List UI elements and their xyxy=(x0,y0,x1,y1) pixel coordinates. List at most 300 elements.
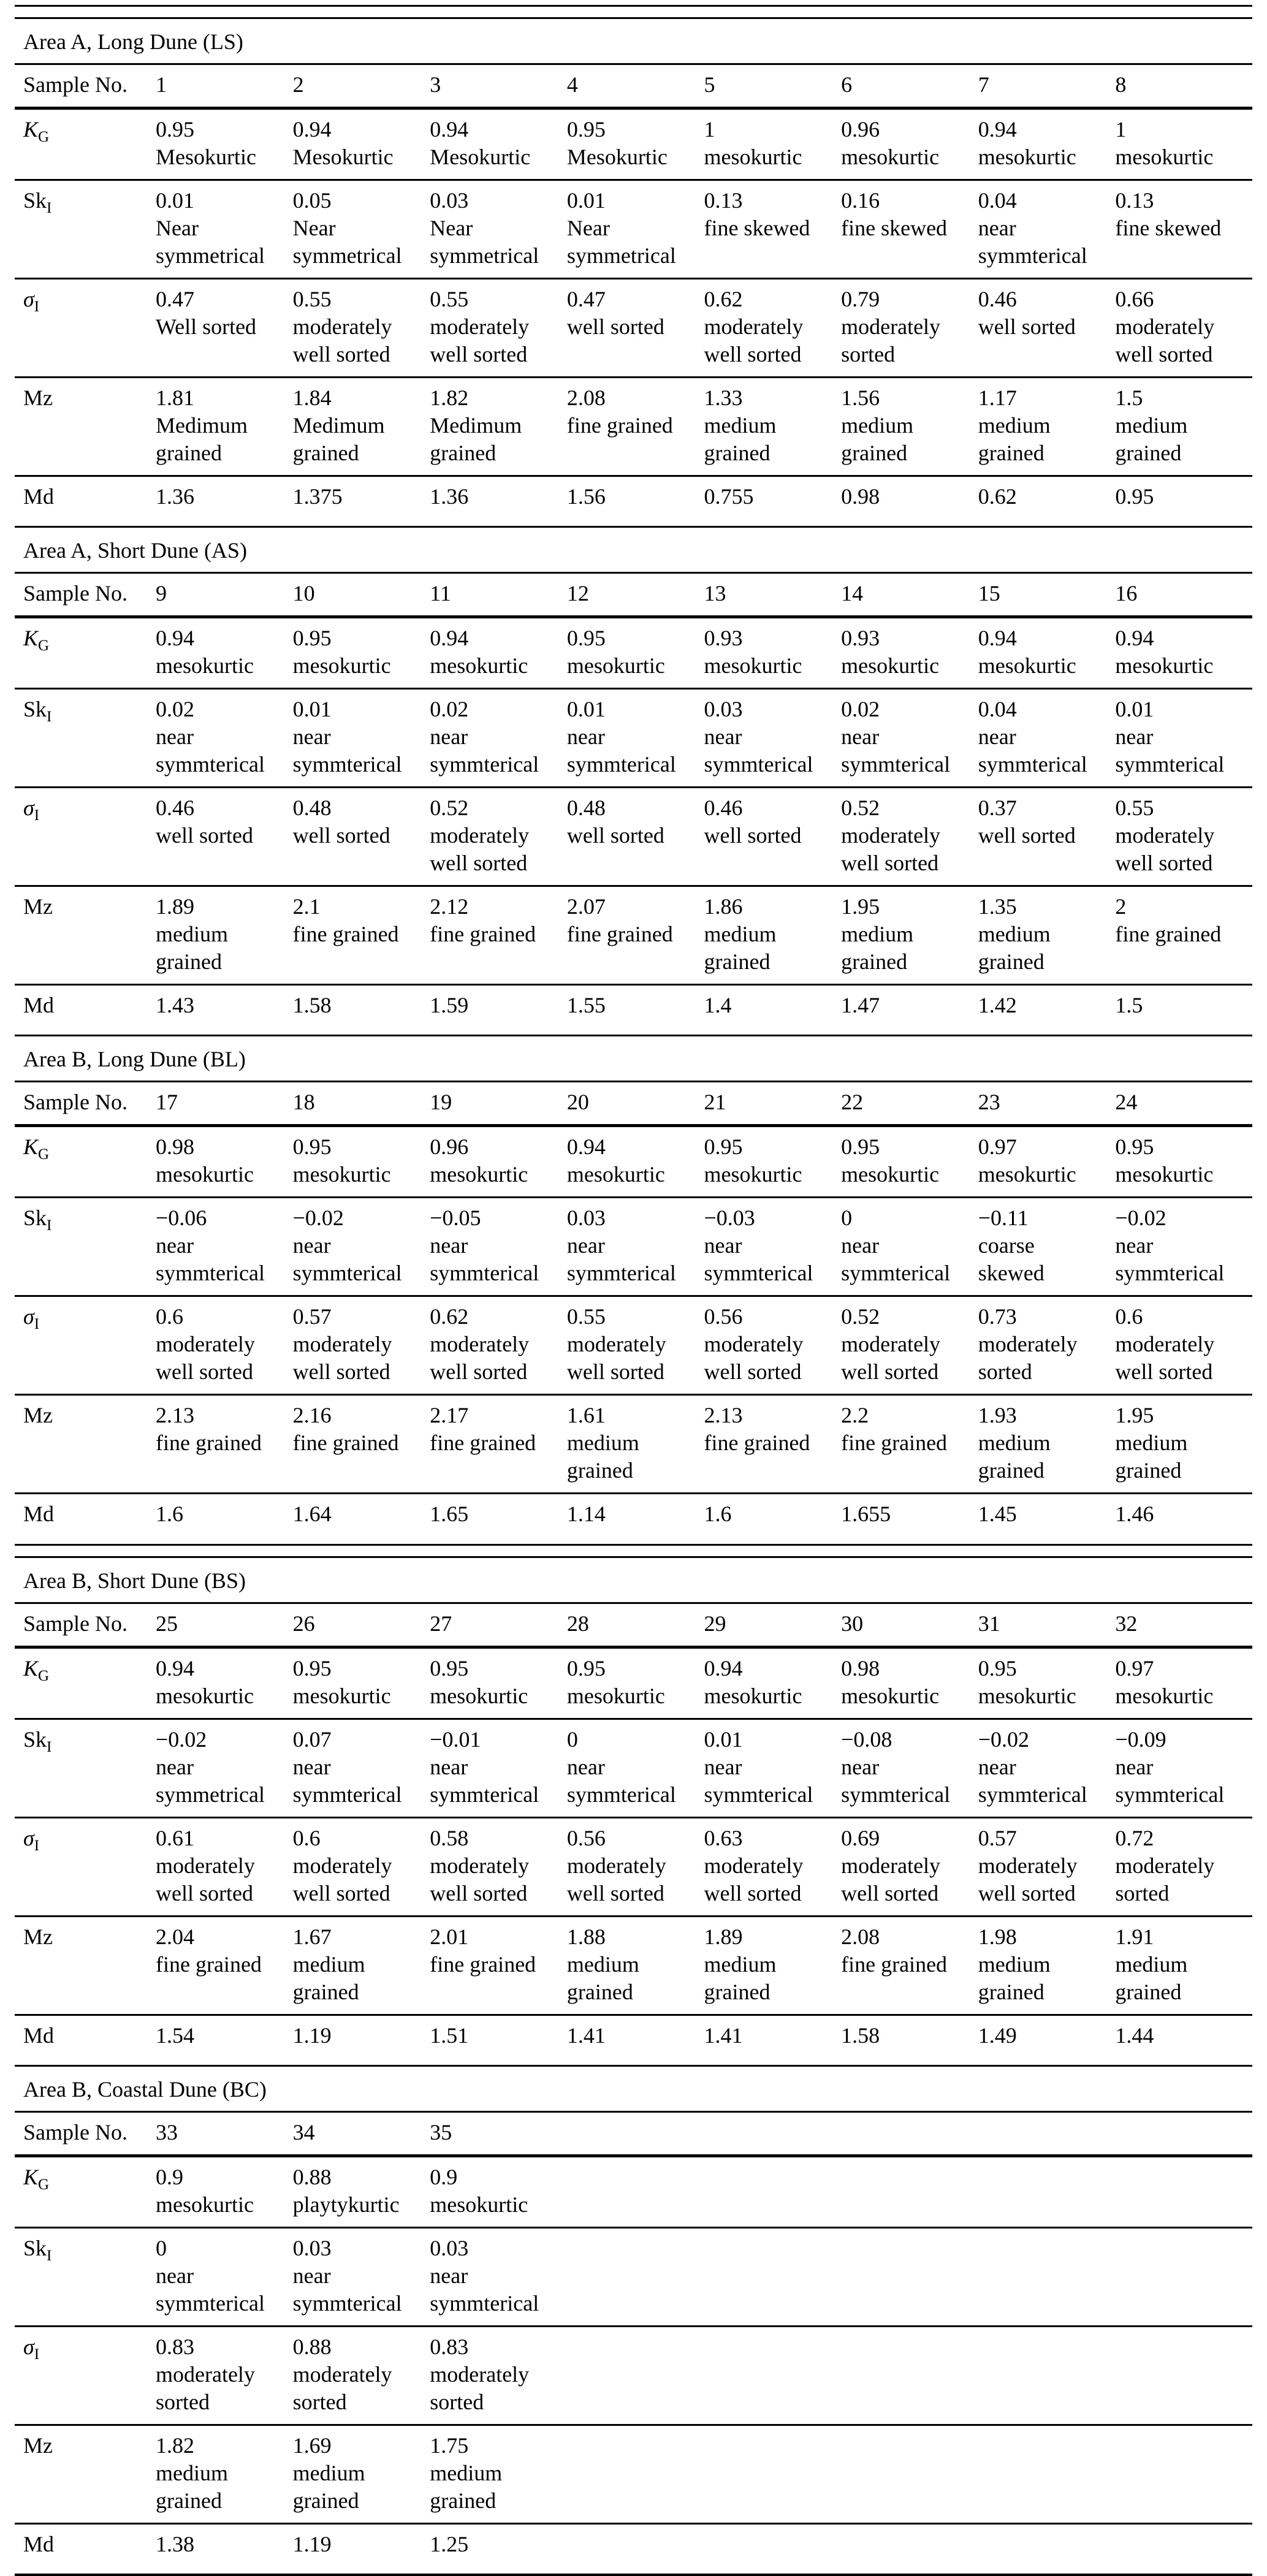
empty-cell xyxy=(567,2432,704,2515)
row-label-text: K xyxy=(23,117,39,142)
stat-value: 1.84 xyxy=(292,386,332,410)
stat-cell xyxy=(841,187,978,270)
stat-value: 1.56 xyxy=(566,484,606,509)
stat-cell xyxy=(156,2432,293,2515)
stat-cell xyxy=(841,696,978,778)
stat-cell xyxy=(156,1923,293,2006)
stat-description: mesokurtic xyxy=(292,653,391,678)
stat-description: near symmterical xyxy=(430,2263,539,2316)
md-row xyxy=(15,2525,1252,2574)
row-label-md xyxy=(15,2531,156,2566)
stat-cell xyxy=(567,794,704,877)
stat-cell xyxy=(156,2333,293,2416)
sample-row xyxy=(15,574,1252,615)
stat-description: medium grained xyxy=(292,2460,365,2513)
stat-cell xyxy=(156,1133,293,1188)
row-label-text: Sk xyxy=(23,1206,47,1231)
stat-cell xyxy=(156,1726,293,1809)
stat-description: mesokurtic xyxy=(978,653,1076,678)
stat-cell xyxy=(293,1825,430,1907)
stat-value: 0.55 xyxy=(1115,796,1154,821)
stat-value: 1.44 xyxy=(1115,2023,1154,2048)
stat-description: medium grained xyxy=(1115,1951,1188,2004)
stat-value: 0.79 xyxy=(841,287,880,311)
empty-cell xyxy=(978,2164,1116,2219)
row-label-sk xyxy=(15,2235,156,2317)
sk-row xyxy=(15,1720,1252,1817)
sample-number: 10 xyxy=(292,581,315,606)
stat-description: moderately sorted xyxy=(1115,1853,1215,1905)
stat-cell xyxy=(293,1500,430,1535)
empty-cell xyxy=(841,2235,978,2317)
stat-cell xyxy=(978,893,1116,976)
stat-value: 1.54 xyxy=(156,2023,194,2048)
stat-cell xyxy=(293,384,430,467)
stat-value: 1.35 xyxy=(978,894,1017,919)
stat-description: mesokurtic xyxy=(978,1162,1076,1187)
stat-description: moderately well sorted xyxy=(430,314,530,367)
section-title: Area B, Long Dune (BL) xyxy=(23,1047,246,1072)
stat-cell xyxy=(567,1303,704,1386)
stat-value: 0.48 xyxy=(566,796,606,821)
stat-value: −0.02 xyxy=(1115,1206,1166,1231)
stat-cell xyxy=(567,893,704,976)
stat-value: 0.46 xyxy=(704,796,743,821)
stat-value: 0.02 xyxy=(430,697,469,722)
stat-cell xyxy=(293,2164,430,2219)
stat-description: well sorted xyxy=(292,823,390,848)
empty-cell xyxy=(978,2235,1116,2317)
stat-cell xyxy=(978,696,1116,778)
stat-cell xyxy=(978,1655,1116,1710)
stat-cell xyxy=(293,1133,430,1188)
stat-cell xyxy=(293,2022,430,2057)
stat-cell xyxy=(841,1303,978,1386)
stat-description: medium grained xyxy=(841,922,914,975)
stat-value: 0 xyxy=(566,1727,578,1752)
stat-description: near symmterical xyxy=(292,1754,402,1807)
stat-value: 1.59 xyxy=(430,993,469,1018)
md-row xyxy=(15,477,1252,526)
sample-number: 30 xyxy=(841,1611,864,1636)
stat-cell xyxy=(567,1402,704,1484)
stat-cell xyxy=(841,384,978,467)
stat-cell xyxy=(430,1923,567,2006)
empty-cell xyxy=(567,2119,704,2146)
stat-cell xyxy=(293,625,430,680)
stat-cell xyxy=(156,696,293,778)
stat-cell xyxy=(293,696,430,778)
row-label-subscript: I xyxy=(47,1738,52,1755)
stat-cell xyxy=(704,384,842,467)
stat-cell xyxy=(156,2164,293,2219)
row-label-sk xyxy=(15,1204,156,1287)
stat-cell xyxy=(430,2235,567,2317)
stat-value: 1.38 xyxy=(156,2531,194,2556)
stat-description: mesokurtic xyxy=(841,145,940,169)
stat-value: 0.95 xyxy=(156,117,194,142)
stat-cell xyxy=(293,2333,430,2416)
row-label-sample: Sample No. xyxy=(23,1090,127,1115)
stat-value: 0.72 xyxy=(1115,1825,1154,1850)
stat-value: 0.94 xyxy=(566,1134,606,1160)
stat-value: 2.16 xyxy=(292,1403,332,1428)
stat-description: fine grained xyxy=(292,922,399,947)
row-label-subscript: I xyxy=(34,298,40,316)
stat-cell xyxy=(156,187,293,270)
stat-description: fine grained xyxy=(430,1951,536,1977)
stat-cell xyxy=(704,625,842,680)
stat-value: 0.61 xyxy=(156,1825,194,1850)
sample-number: 33 xyxy=(156,2119,178,2145)
row-label-md xyxy=(15,2022,156,2057)
stat-description: near symmterical xyxy=(430,724,539,777)
row-label-text: Mz xyxy=(23,2433,53,2458)
stat-cell xyxy=(1115,187,1252,270)
stat-cell xyxy=(978,1726,1116,1809)
stat-cell xyxy=(293,1726,430,1809)
stat-description: fine skewed xyxy=(1115,216,1222,240)
stat-value: 2.13 xyxy=(156,1403,194,1428)
section-title: Area A, Long Dune (LS) xyxy=(23,29,243,54)
sample-number: 27 xyxy=(430,1611,452,1636)
stat-cell xyxy=(841,1500,978,1535)
row-label-sample: Sample No. xyxy=(23,1611,127,1636)
row-label-subscript: I xyxy=(47,200,52,217)
sigma-row xyxy=(15,2327,1252,2424)
stat-cell xyxy=(704,1204,842,1287)
kg-row xyxy=(15,1127,1252,1196)
stat-cell xyxy=(293,286,430,368)
row-label-mz xyxy=(15,1402,156,1484)
stat-cell xyxy=(430,384,567,467)
stat-value: 0.03 xyxy=(430,188,469,213)
stat-value: 1.81 xyxy=(156,386,194,410)
stat-value: 0.94 xyxy=(156,626,194,651)
stat-value: 0.6 xyxy=(1115,1304,1143,1329)
stat-cell xyxy=(1115,1402,1252,1484)
stat-description: near symmetrical xyxy=(156,1754,265,1807)
stat-value: 1.69 xyxy=(292,2433,332,2458)
stat-value: 1.42 xyxy=(978,993,1017,1018)
stat-value: 2.08 xyxy=(841,1924,880,1949)
stat-cell xyxy=(430,1726,567,1809)
row-label-text: σ xyxy=(23,1304,34,1329)
stat-description: moderately well sorted xyxy=(841,1332,941,1385)
stat-value: 0.01 xyxy=(1115,697,1154,722)
empty-cell xyxy=(841,2119,978,2146)
stat-description: near symmterical xyxy=(430,1233,539,1286)
stat-cell xyxy=(567,483,704,518)
stat-description: moderately sorted xyxy=(430,2361,530,2414)
stat-value: 0.07 xyxy=(292,1727,332,1752)
row-label-subscript: G xyxy=(38,1146,50,1163)
stat-value: 0.63 xyxy=(704,1825,743,1850)
stat-description: near symmterical xyxy=(156,1233,265,1286)
stat-cell xyxy=(1115,1303,1252,1386)
stat-cell xyxy=(704,483,842,518)
stat-cell xyxy=(156,2531,293,2566)
stat-value: 1.17 xyxy=(978,386,1017,410)
stat-value: 0.95 xyxy=(566,1655,606,1681)
section-title: Area A, Short Dune (AS) xyxy=(23,538,247,563)
sample-number: 12 xyxy=(566,581,589,606)
row-label-subscript: G xyxy=(38,637,50,655)
stat-value: 0.56 xyxy=(566,1825,606,1850)
stat-value: 0.94 xyxy=(704,1655,743,1681)
stat-cell xyxy=(156,1204,293,1287)
stat-value: 0.04 xyxy=(978,697,1017,722)
stat-description: mesokurtic xyxy=(156,653,254,678)
table-bottom-rule xyxy=(15,2574,1252,2576)
stat-description: near symmterical xyxy=(292,724,402,777)
stat-value: 1 xyxy=(704,117,715,142)
row-label-text: σ xyxy=(23,2334,34,2359)
mz-row xyxy=(15,378,1252,475)
sample-number: 16 xyxy=(1115,581,1138,606)
stat-cell xyxy=(156,2022,293,2057)
sk-row xyxy=(15,690,1252,786)
stat-description: mesokurtic xyxy=(430,2192,528,2217)
stat-value: 1.51 xyxy=(430,2023,469,2048)
stat-value: 0.01 xyxy=(566,697,606,722)
row-label-text: Sk xyxy=(23,188,47,213)
empty-cell xyxy=(841,2333,978,2416)
empty-cell xyxy=(704,2531,842,2566)
stat-cell xyxy=(1115,1825,1252,1907)
sample-number: 5 xyxy=(704,72,715,97)
row-label-text: Sk xyxy=(23,1727,47,1752)
stat-cell xyxy=(978,992,1116,1027)
stat-value: 0.52 xyxy=(841,1304,880,1329)
stat-description: fine grained xyxy=(430,1430,536,1456)
stat-description: fine grained xyxy=(841,1430,948,1456)
stat-value: 1.14 xyxy=(566,1502,606,1527)
stat-value: 1.47 xyxy=(841,993,880,1018)
empty-cell xyxy=(567,2333,704,2416)
row-label-sk xyxy=(15,187,156,270)
stat-cell xyxy=(841,116,978,171)
stat-cell xyxy=(1115,625,1252,680)
stat-cell xyxy=(430,1303,567,1386)
row-label-text: K xyxy=(23,1655,39,1681)
stat-value: 1.41 xyxy=(704,2023,743,2048)
stat-value: 2.01 xyxy=(430,1924,469,1949)
stat-cell xyxy=(704,696,842,778)
stat-value: 2.07 xyxy=(566,894,606,919)
stat-value: −0.01 xyxy=(430,1727,481,1752)
sk-row xyxy=(15,2228,1252,2325)
sample-number: 6 xyxy=(841,72,853,97)
empty-cell xyxy=(978,2333,1116,2416)
stat-description: fine grained xyxy=(156,1951,262,1977)
section-title: Area B, Short Dune (BS) xyxy=(23,1568,246,1593)
stat-value: 1.4 xyxy=(704,993,732,1018)
stat-value: 0.95 xyxy=(978,1655,1017,1681)
stat-cell xyxy=(293,2235,430,2317)
row-label-kg xyxy=(15,1655,156,1710)
empty-cell xyxy=(704,2432,842,2515)
stat-description: medium grained xyxy=(978,1430,1051,1483)
stat-cell xyxy=(430,992,567,1027)
stat-value: 1.91 xyxy=(1115,1924,1154,1949)
stat-value: 0 xyxy=(156,2235,167,2260)
stat-description: mesokurtic xyxy=(1115,1683,1214,1708)
stat-value: 2 xyxy=(1115,894,1127,919)
stat-description: Medimum grained xyxy=(430,413,522,465)
empty-cell xyxy=(841,2164,978,2219)
stat-description: near symmterical xyxy=(156,2263,265,2316)
sample-number: 9 xyxy=(156,581,167,606)
stat-cell xyxy=(156,116,293,171)
stat-description: fine skewed xyxy=(841,216,948,240)
section-divider xyxy=(15,1544,1252,1558)
stat-cell xyxy=(1115,1500,1252,1535)
sample-number: 22 xyxy=(841,1090,864,1115)
stat-value: 0.16 xyxy=(841,188,880,213)
stat-cell xyxy=(567,1726,704,1809)
stat-description: mesokurtic xyxy=(841,1683,940,1708)
stat-value: 1.5 xyxy=(1115,993,1143,1018)
stat-description: playtykurtic xyxy=(292,2192,400,2217)
stat-cell xyxy=(841,1204,978,1287)
stat-value: 1 xyxy=(1115,117,1127,142)
stat-value: 0.37 xyxy=(978,796,1017,821)
stat-value: 2.1 xyxy=(292,894,321,919)
stat-value: 0.96 xyxy=(841,117,880,142)
row-label-text: Sk xyxy=(23,697,47,722)
stat-description: moderately well sorted xyxy=(430,1332,530,1385)
stat-value: −0.02 xyxy=(978,1727,1030,1752)
row-label-subscript: I xyxy=(34,1316,40,1333)
stat-value: 0.73 xyxy=(978,1304,1017,1329)
stat-description: moderately well sorted xyxy=(566,1332,666,1385)
row-label-text: K xyxy=(23,2164,39,2189)
stat-cell xyxy=(156,483,293,518)
stat-cell xyxy=(430,1825,567,1907)
row-label-text: Md xyxy=(23,2531,55,2556)
stat-value: 0.93 xyxy=(704,626,743,651)
stat-cell xyxy=(1115,696,1252,778)
stat-value: 1.6 xyxy=(156,1502,183,1527)
stat-value: 0.48 xyxy=(292,796,332,821)
sample-number: 18 xyxy=(292,1090,315,1115)
stat-description: mesokurtic xyxy=(430,1162,528,1187)
stat-cell xyxy=(430,483,567,518)
stat-description: mesokurtic xyxy=(292,1683,391,1708)
empty-cell xyxy=(978,2432,1116,2515)
stat-value: 1.19 xyxy=(292,2023,332,2048)
row-label-sigma xyxy=(15,2333,156,2416)
stat-description: near symmterical xyxy=(704,724,813,777)
stat-cell xyxy=(841,2022,978,2057)
stat-cell xyxy=(156,1655,293,1710)
stat-value: 1.49 xyxy=(978,2023,1017,2048)
sample-number: 28 xyxy=(566,1611,589,1636)
row-label-sample: Sample No. xyxy=(23,581,127,606)
stat-cell xyxy=(704,1726,842,1809)
stat-description: mesokurtic xyxy=(1115,145,1214,169)
stat-cell xyxy=(978,384,1116,467)
stat-value: 0.69 xyxy=(841,1825,880,1850)
stat-cell xyxy=(841,625,978,680)
sample-number: 14 xyxy=(841,581,864,606)
stat-description: fine grained xyxy=(841,1951,948,1977)
stat-cell xyxy=(841,286,978,368)
sample-row xyxy=(15,1082,1252,1124)
stat-description: fine skewed xyxy=(704,216,810,240)
stat-description: moderately well sorted xyxy=(156,1853,255,1905)
stat-value: 1.55 xyxy=(566,993,606,1018)
stat-cell xyxy=(293,187,430,270)
stat-value: 0.58 xyxy=(430,1825,469,1850)
stat-description: well sorted xyxy=(978,823,1076,848)
stat-description: near symmterical xyxy=(292,2263,402,2316)
stat-cell xyxy=(704,1923,842,2006)
stat-value: 0 xyxy=(841,1206,853,1231)
stat-description: medium grained xyxy=(978,922,1051,975)
stat-value: −0.11 xyxy=(978,1206,1029,1231)
stat-value: 1.58 xyxy=(292,993,332,1018)
stat-description: mesokurtic xyxy=(704,145,802,169)
stat-description: near symmterical xyxy=(704,1233,813,1286)
stat-description: well sorted xyxy=(978,314,1076,339)
stat-description: fine grained xyxy=(292,1430,399,1456)
row-label-subscript: I xyxy=(34,2346,40,2363)
stat-value: 2.13 xyxy=(704,1403,743,1428)
stat-value: 0.62 xyxy=(978,484,1017,509)
stat-cell xyxy=(1115,384,1252,467)
stat-description: Near symmetrical xyxy=(292,216,402,268)
stat-value: 1.56 xyxy=(841,386,880,410)
stat-description: mesokurtic xyxy=(978,1683,1076,1708)
row-label-subscript: G xyxy=(38,1667,50,1684)
empty-cell xyxy=(1115,2432,1252,2515)
stat-cell xyxy=(841,483,978,518)
sample-number: 4 xyxy=(566,72,578,97)
stat-value: 0.95 xyxy=(566,626,606,651)
stat-cell xyxy=(430,1500,567,1535)
stat-description: near symmterical xyxy=(1115,1754,1225,1807)
sample-number: 2 xyxy=(292,72,304,97)
stat-cell xyxy=(430,1204,567,1287)
stat-value: 0.97 xyxy=(1115,1655,1154,1681)
stat-description: moderately well sorted xyxy=(566,1853,666,1905)
stat-value: 0.47 xyxy=(566,287,606,311)
stat-cell xyxy=(1115,116,1252,171)
stat-cell xyxy=(567,625,704,680)
stat-cell xyxy=(567,116,704,171)
md-row xyxy=(15,1494,1252,1543)
row-label-kg xyxy=(15,1133,156,1188)
stat-value: 0.56 xyxy=(704,1304,743,1329)
stat-description: near symmterical xyxy=(841,1233,951,1286)
stat-value: 0.55 xyxy=(292,287,332,311)
stat-cell xyxy=(293,2531,430,2566)
stat-value: −0.03 xyxy=(704,1206,755,1231)
stat-description: Mesokurtic xyxy=(156,145,256,169)
stat-description: moderately well sorted xyxy=(292,314,392,367)
empty-cell xyxy=(704,2164,842,2219)
stat-value: −0.06 xyxy=(156,1206,207,1231)
sigma-row xyxy=(15,1297,1252,1394)
stat-cell xyxy=(841,1402,978,1484)
sample-number: 23 xyxy=(978,1090,1000,1115)
stat-description: medium grained xyxy=(704,1951,777,2004)
stat-cell xyxy=(1115,1204,1252,1287)
mz-row xyxy=(15,1917,1252,2014)
stat-description: coarse skewed xyxy=(978,1233,1044,1286)
